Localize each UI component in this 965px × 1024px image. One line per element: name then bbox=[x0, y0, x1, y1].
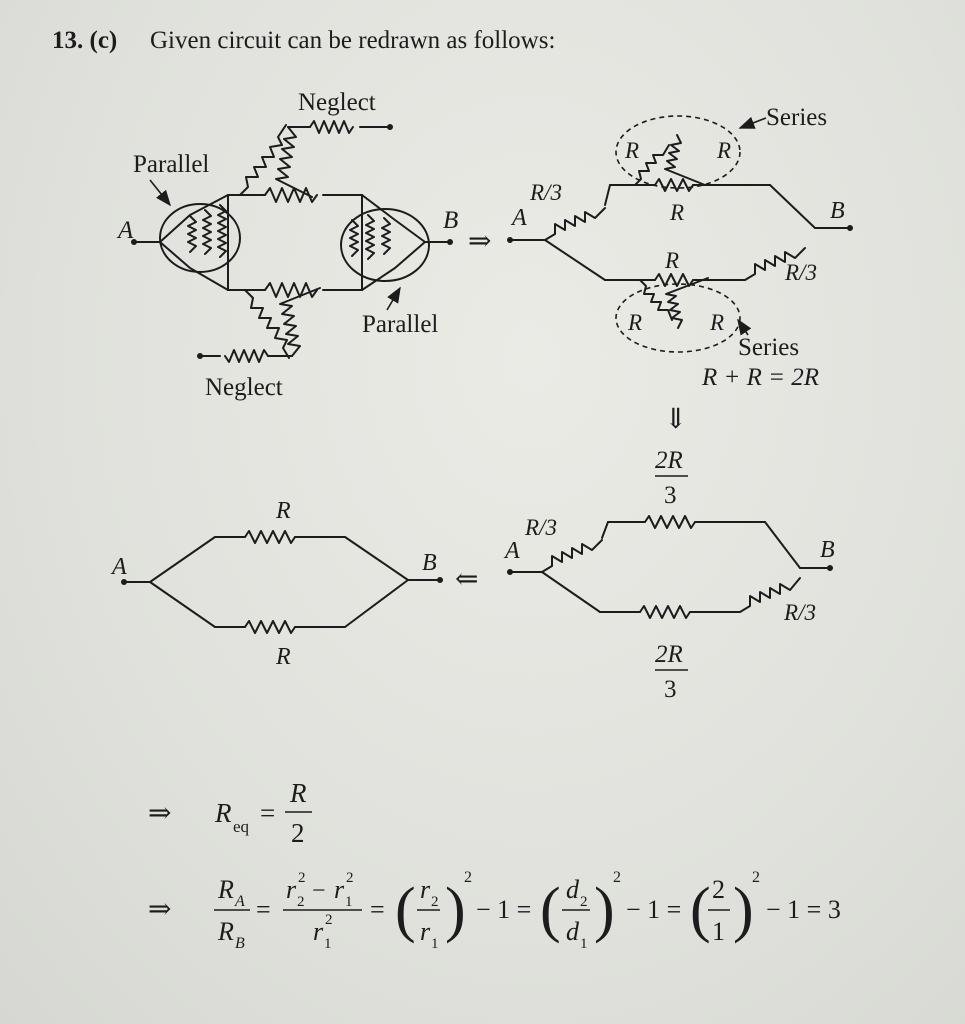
node-b-dot bbox=[447, 239, 453, 245]
eq2-rb: R bbox=[218, 917, 234, 946]
fig4-node-b: B bbox=[422, 550, 437, 576]
parallel-resistor-5 bbox=[366, 215, 374, 259]
figure-final bbox=[110, 498, 443, 670]
fig3-top-den: 3 bbox=[664, 482, 677, 509]
fig4-node-a: A bbox=[112, 554, 127, 580]
heading-text: Given circuit can be redrawn as follows: bbox=[150, 27, 556, 54]
svg-text:(: ( bbox=[540, 876, 561, 944]
eq2-f3-den: 1 bbox=[712, 917, 725, 946]
top-triangle-left-resistor bbox=[240, 125, 286, 195]
fig4-bottom-resistor bbox=[245, 621, 295, 633]
fig2-node-a: A bbox=[512, 205, 527, 231]
series-bottom-label: Series bbox=[738, 334, 800, 361]
fig2-tri-top-r1: R bbox=[625, 138, 640, 163]
fig2-r-mid-label: R bbox=[665, 248, 680, 273]
parallel-resistor-2 bbox=[203, 210, 211, 254]
fig3-bottom-resistor bbox=[640, 606, 690, 618]
svg-text:): ) bbox=[594, 876, 615, 944]
r3-left-resistor bbox=[545, 208, 605, 240]
node-b-label: B bbox=[443, 207, 459, 234]
eq2-f1-den: r bbox=[420, 917, 431, 946]
equation-ratio bbox=[148, 869, 841, 952]
series-top-label: Series bbox=[766, 104, 828, 131]
parallel-resistor-4 bbox=[350, 220, 358, 256]
fig2-r3-right: R/3 bbox=[785, 260, 817, 285]
figure-simplified-2 bbox=[503, 447, 835, 703]
fig2-top-r-resistor bbox=[655, 179, 693, 191]
eq2-result: − 1 = 3 bbox=[766, 895, 841, 924]
eq2-f1-num: r bbox=[420, 875, 431, 904]
eq2-num-s1: 2 bbox=[297, 894, 305, 910]
neglect-resistor-top bbox=[310, 121, 353, 133]
eq2-f1-num-s: 2 bbox=[431, 894, 439, 910]
svg-text:(: ( bbox=[395, 876, 416, 944]
eq1-num: R bbox=[290, 778, 307, 808]
fig4-top-resistor bbox=[245, 531, 295, 543]
eq2-f1-den-s: 1 bbox=[431, 936, 439, 952]
neglect-bottom-label: Neglect bbox=[205, 374, 283, 401]
eq2-arrow: ⇒ bbox=[148, 894, 172, 925]
fig4-r-top: R bbox=[276, 498, 291, 524]
top-triangle-right-resistor bbox=[276, 127, 312, 197]
implies-down-arrow: ⇓ bbox=[664, 404, 688, 435]
eq1-den: 2 bbox=[291, 818, 305, 848]
fig3-bot-num: 2R bbox=[655, 641, 683, 668]
eq2-power-1: 2 bbox=[464, 869, 472, 886]
fig3-top-num: 2R bbox=[655, 447, 683, 474]
fig2-top-tri-left bbox=[635, 145, 669, 185]
fig4-r-bottom: R bbox=[276, 644, 291, 670]
eq1-arrow: ⇒ bbox=[148, 798, 172, 829]
eq2-f2-den: d bbox=[566, 917, 579, 946]
eq2-num-p1: 2 bbox=[298, 870, 306, 886]
eq2-minus-one-1: − 1 = bbox=[476, 895, 532, 924]
svg-text:=: = bbox=[256, 895, 271, 924]
fig3-top-resistor bbox=[645, 516, 695, 528]
fig2-tri-top-r2: R bbox=[717, 138, 732, 163]
eq2-ra: R bbox=[218, 875, 234, 904]
figure-original-circuit bbox=[116, 89, 458, 401]
eq2-den-p: 2 bbox=[325, 912, 333, 928]
question-number: 13. (c) bbox=[52, 27, 118, 54]
fig2-top-tri-right bbox=[665, 135, 705, 185]
eq2-ra-sub: A bbox=[235, 893, 245, 910]
fig2-tri-bot-r2: R bbox=[710, 310, 725, 335]
eq2-f2-den-s: 1 bbox=[580, 936, 588, 952]
eq1-lhs: R bbox=[215, 798, 232, 828]
svg-text:=: = bbox=[370, 895, 385, 924]
fig2-r-top-label: R bbox=[670, 200, 685, 225]
bottom-triangle-right-resistor bbox=[280, 288, 320, 356]
eq2-power-3: 2 bbox=[752, 869, 760, 886]
eq1-equals: = bbox=[260, 798, 276, 828]
fig3-r3-left: R/3 bbox=[525, 515, 557, 540]
neglect-resistor-bottom bbox=[225, 350, 268, 362]
eq2-num-s2: 1 bbox=[345, 894, 353, 910]
neglect-top-label: Neglect bbox=[298, 89, 376, 116]
fig2-r3-left: R/3 bbox=[530, 180, 562, 205]
equation-req bbox=[148, 778, 312, 848]
eq1-lhs-sub: eq bbox=[233, 817, 250, 836]
parallel-right-label: Parallel bbox=[362, 311, 439, 338]
eq2-rb-sub: B bbox=[235, 935, 245, 952]
series-equation: R + R = 2R bbox=[702, 364, 820, 391]
eq2-den-r1: r bbox=[313, 917, 324, 946]
svg-text:): ) bbox=[445, 876, 466, 944]
parallel-resistor-1 bbox=[188, 216, 196, 252]
eq2-den-s: 1 bbox=[324, 936, 332, 952]
node-a-label: A bbox=[118, 217, 134, 244]
bottom-triangle-left-resistor bbox=[245, 290, 289, 358]
fig3-bot-den: 3 bbox=[664, 676, 677, 703]
eq2-num-r2: r bbox=[286, 875, 297, 904]
fig3-node-b: B bbox=[820, 537, 835, 563]
fig2-node-b: B bbox=[830, 198, 845, 224]
eq2-num-p2: 2 bbox=[346, 870, 354, 886]
implies-left-arrow: ⇐ bbox=[455, 564, 479, 595]
parallel-resistor-3 bbox=[218, 205, 226, 257]
figure-simplified-1 bbox=[507, 104, 853, 391]
eq2-minus-one-2: − 1 = bbox=[626, 895, 682, 924]
fig3-r3-left-resistor bbox=[542, 540, 602, 572]
parallel-resistor-6 bbox=[382, 218, 390, 254]
eq2-num-minus: − bbox=[312, 878, 326, 904]
eq2-f2-num-s: 2 bbox=[580, 894, 588, 910]
fig2-tri-bot-r1: R bbox=[628, 310, 643, 335]
fig3-node-a: A bbox=[505, 538, 520, 564]
eq2-power-2: 2 bbox=[613, 869, 621, 886]
fig3-r3-right: R/3 bbox=[784, 600, 816, 625]
bottom-rail-resistor bbox=[265, 283, 317, 297]
eq2-num-r1: r bbox=[334, 875, 345, 904]
eq2-f2-num: d bbox=[566, 875, 579, 904]
eq2-f3-num: 2 bbox=[712, 875, 725, 904]
svg-text:): ) bbox=[733, 876, 754, 944]
parallel-left-label: Parallel bbox=[133, 151, 210, 178]
implies-right-arrow: ⇒ bbox=[468, 226, 492, 257]
svg-text:(: ( bbox=[690, 876, 711, 944]
